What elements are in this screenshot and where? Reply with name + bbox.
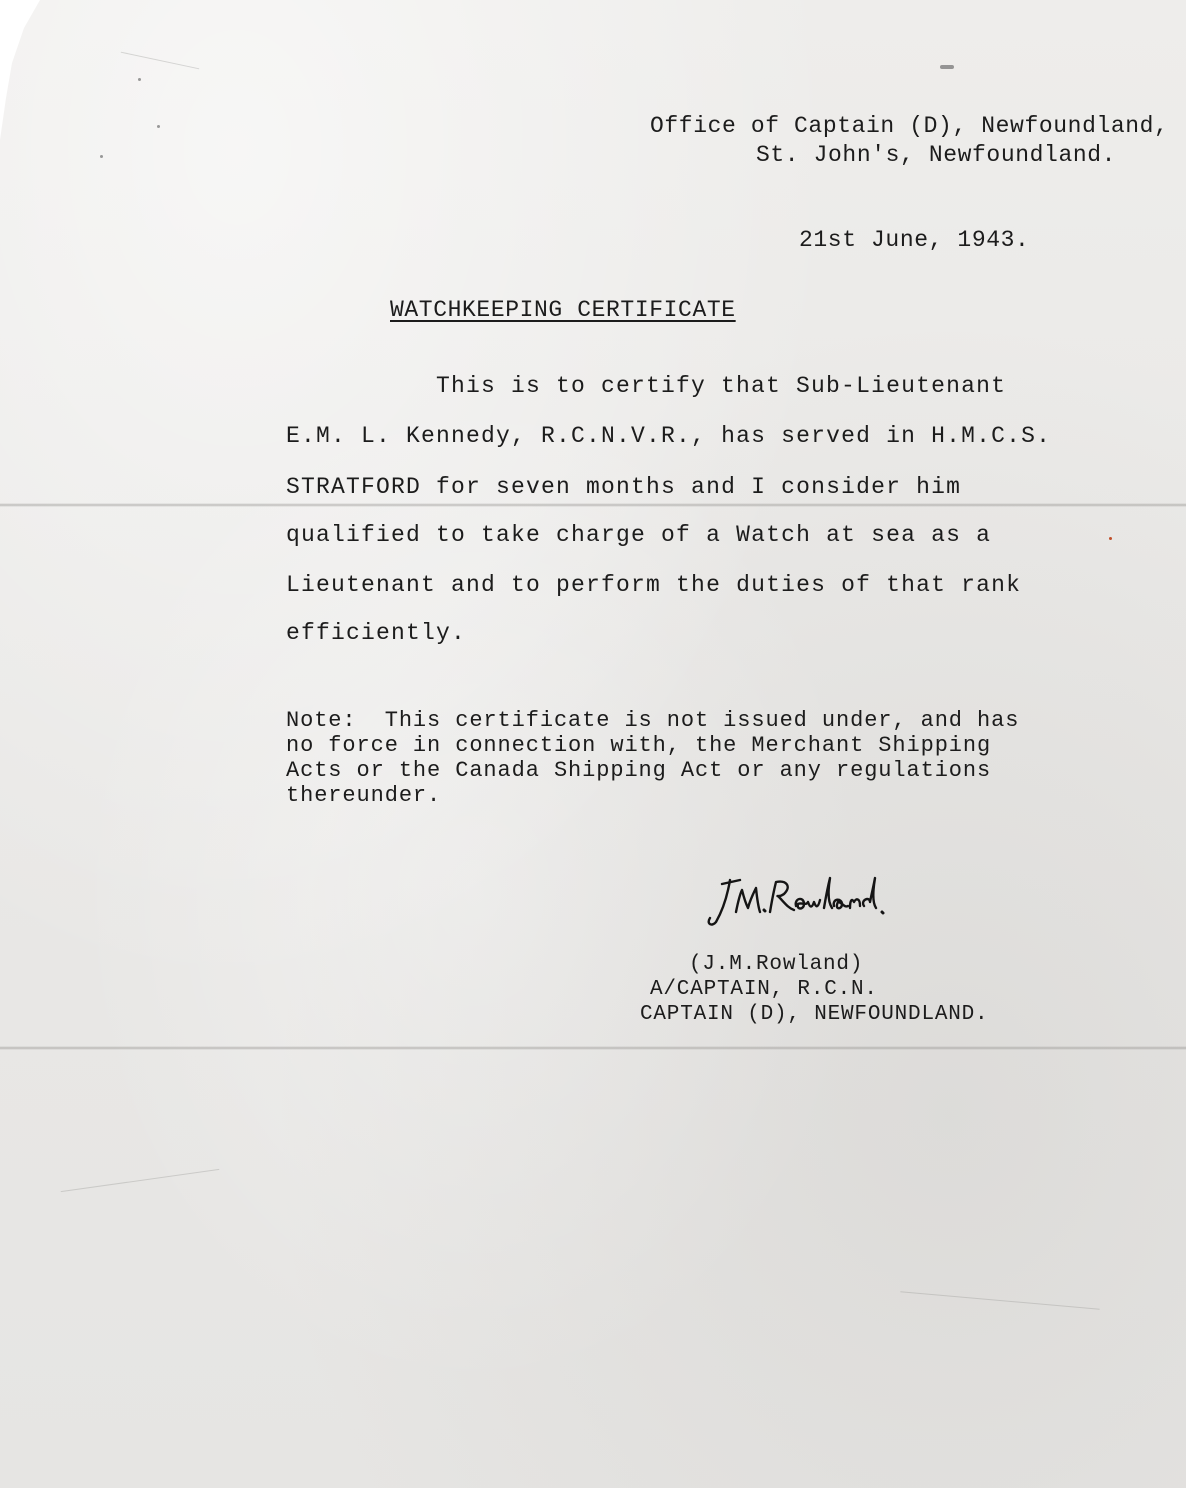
body-line: This is to certify that Sub-Lieutenant bbox=[436, 373, 1007, 399]
paper-crease bbox=[121, 52, 199, 70]
note-line: thereunder. bbox=[286, 783, 442, 808]
paper-speck bbox=[138, 78, 141, 81]
letterhead-location-line: St. John's, Newfoundland. bbox=[756, 142, 1117, 168]
body-line: efficiently. bbox=[286, 620, 467, 646]
certificate-title: WATCHKEEPING CERTIFICATE bbox=[390, 297, 736, 323]
body-line: Lieutenant and to perform the duties of that rank bbox=[286, 572, 1022, 598]
signatory-title: CAPTAIN (D), NEWFOUNDLAND. bbox=[640, 1003, 989, 1026]
body-line: qualified to take charge of a Watch at sea as a bbox=[286, 522, 992, 548]
paper-crease bbox=[61, 1169, 220, 1192]
letterhead-office-line: Office of Captain (D), Newfoundland, bbox=[650, 113, 1169, 139]
paper-fold-lower bbox=[0, 1046, 1186, 1050]
paper-speck bbox=[940, 65, 954, 69]
body-line: E.M. L. Kennedy, R.C.N.V.R., has served in H.M.C.S. bbox=[286, 423, 1052, 449]
paper-speck bbox=[157, 125, 160, 128]
paper-crease bbox=[900, 1291, 1099, 1309]
paper-speck bbox=[1109, 537, 1112, 540]
signatory-name: (J.M.Rowland) bbox=[689, 953, 864, 976]
signatory-rank: A/CAPTAIN, R.C.N. bbox=[650, 978, 878, 1001]
note-line: Note: This certificate is not issued under, and has bbox=[286, 708, 1020, 733]
handwritten-signature bbox=[700, 872, 890, 932]
paper-speck bbox=[100, 155, 103, 158]
torn-corner bbox=[0, 0, 40, 140]
body-line: STRATFORD for seven months and I consider him bbox=[286, 474, 962, 500]
document-date: 21st June, 1943. bbox=[799, 227, 1030, 253]
note-line: no force in connection with, the Merchant Shipping bbox=[286, 733, 992, 758]
note-line: Acts or the Canada Shipping Act or any regulations bbox=[286, 758, 992, 783]
paper-fold-upper bbox=[0, 503, 1186, 507]
